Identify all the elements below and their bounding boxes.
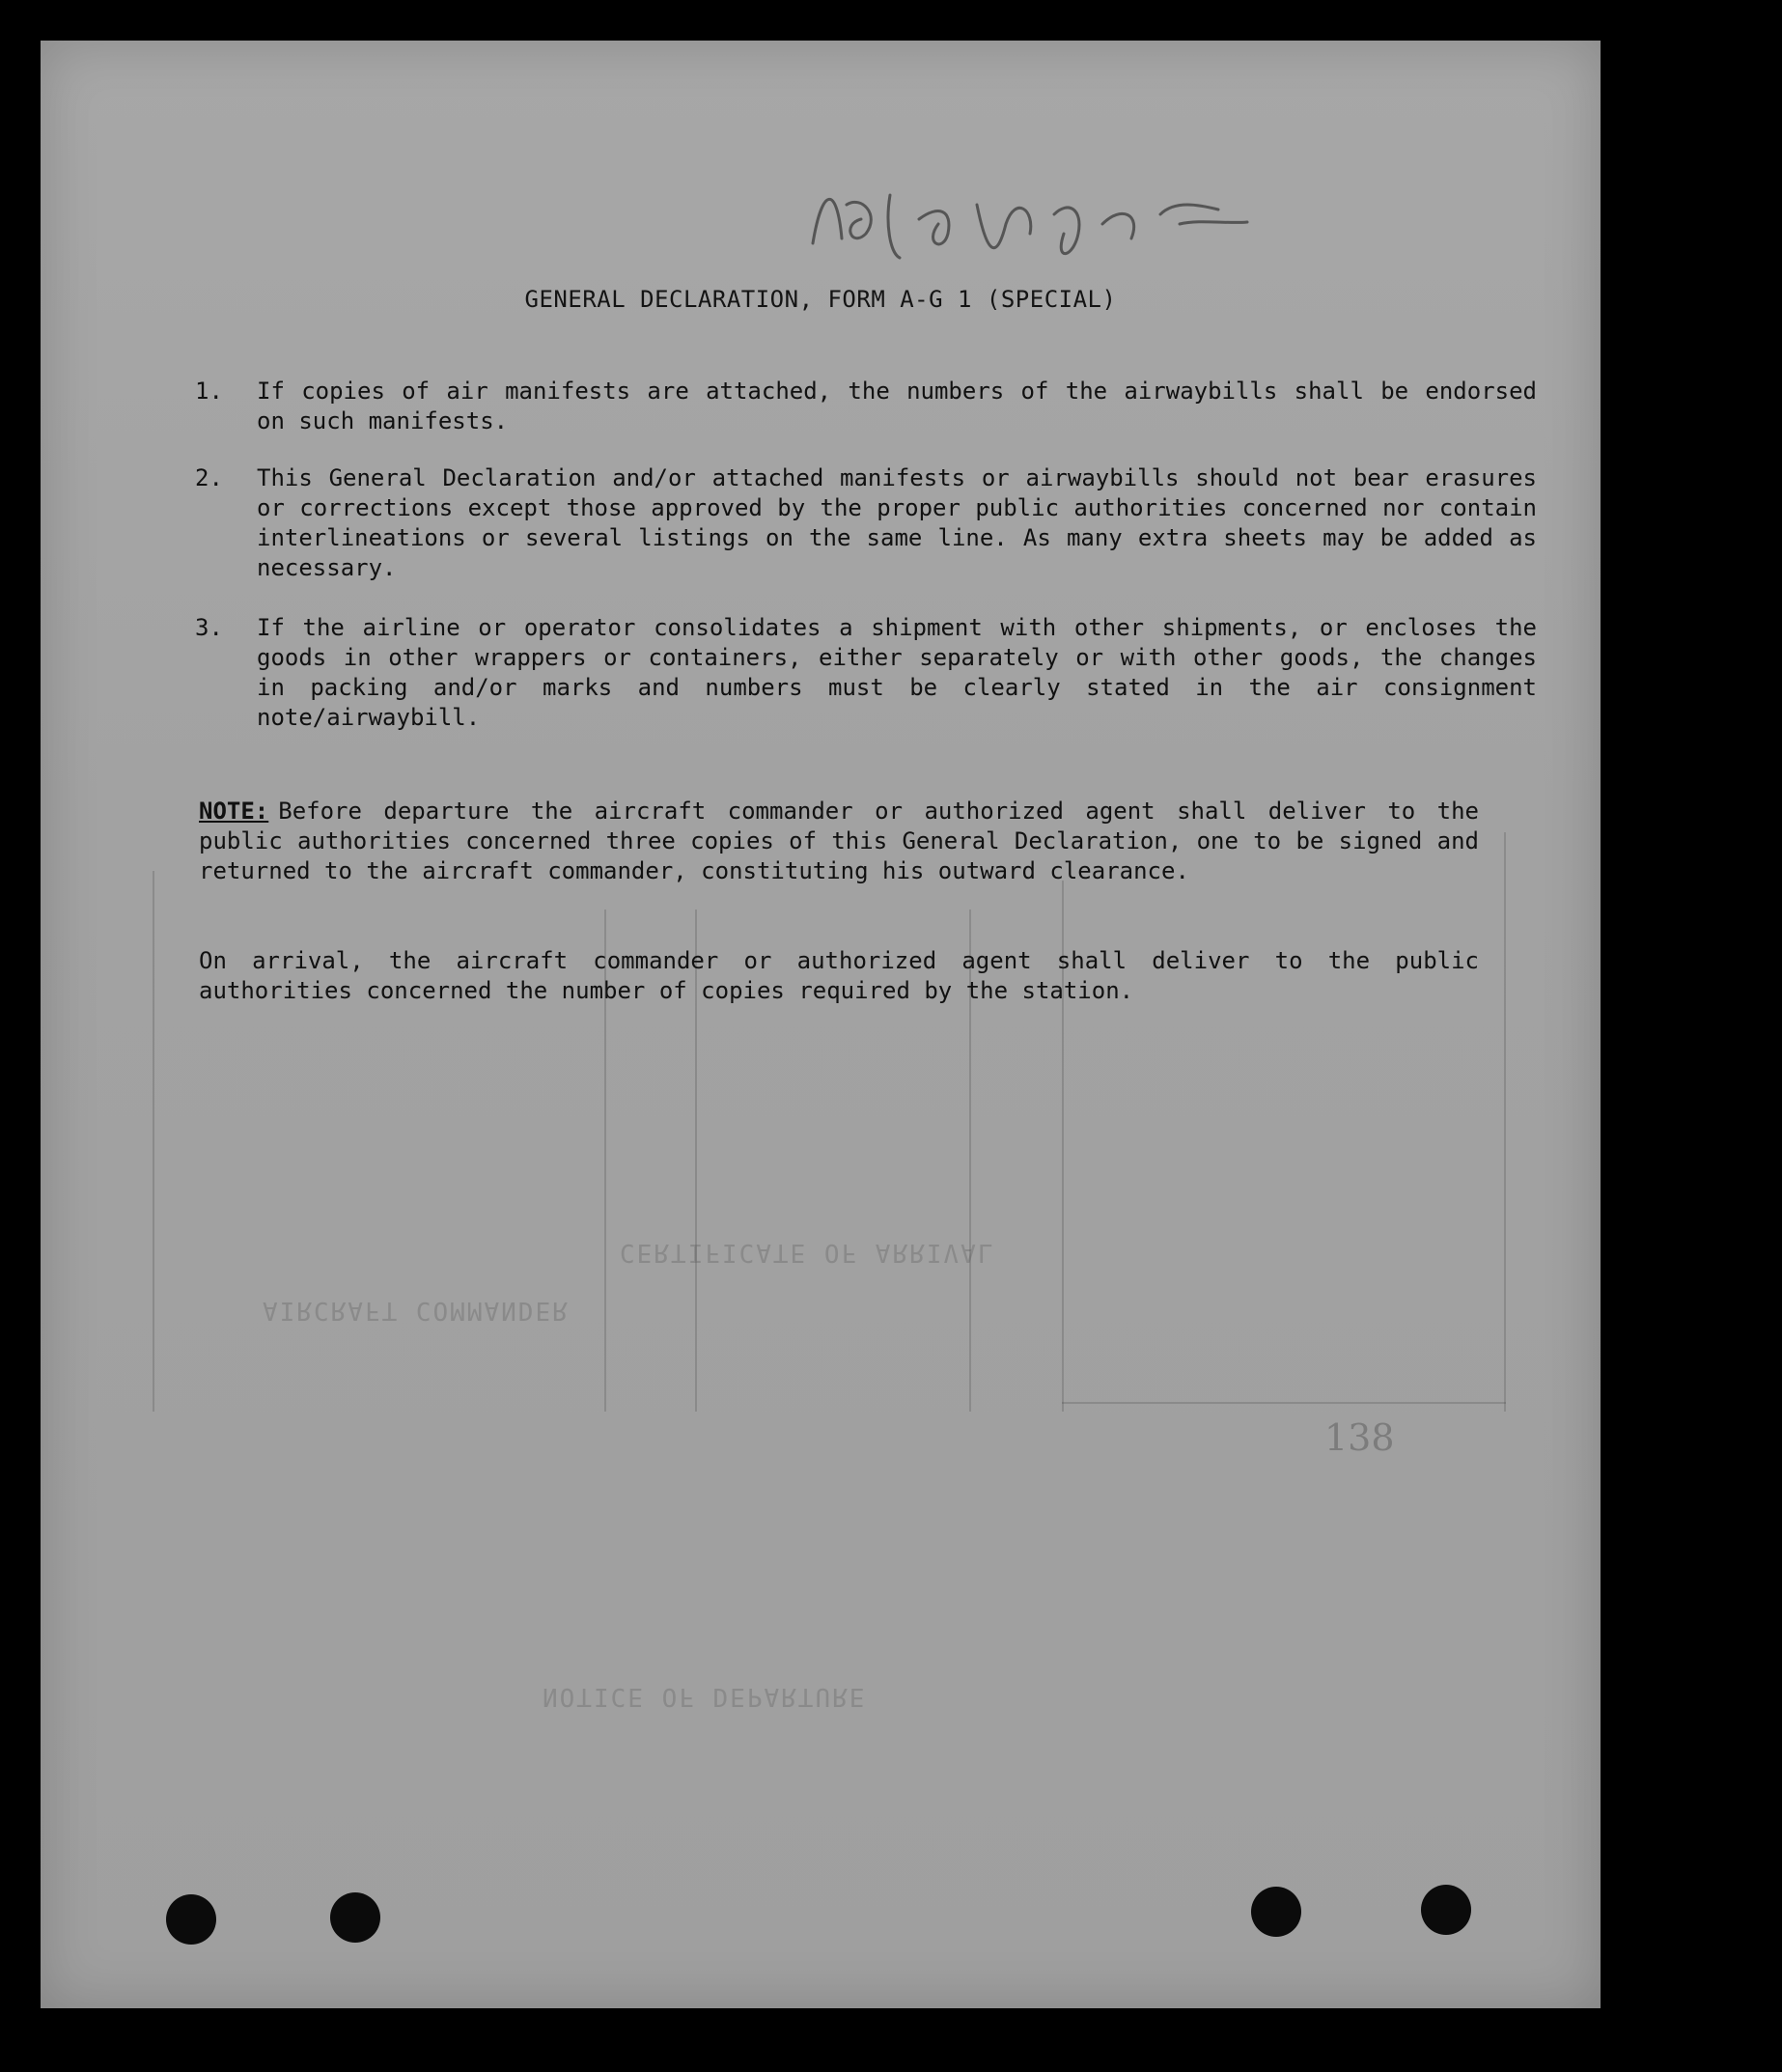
item-number: 3. [195, 614, 223, 641]
bleed-through-line: NOTICE OF DEPARTURE [543, 1682, 867, 1711]
bleed-through-rule [153, 871, 154, 1412]
arrival-paragraph [199, 946, 1479, 1006]
handwritten-annotation [794, 166, 1257, 282]
punch-hole [1251, 1887, 1301, 1937]
bleed-through-page-number: 138 [1324, 1416, 1395, 1459]
item-number: 1. [195, 378, 223, 405]
punch-hole [330, 1892, 380, 1943]
item-text: If copies of air manifests are attached, the numbers of the airwaybills shall be endorsed on such manifests. [257, 378, 1537, 434]
bleed-through-rule [1504, 832, 1506, 1412]
torn-edge [813, 2010, 987, 2058]
note-paragraph [199, 797, 1479, 886]
bleed-through-line: AIRCRAFT COMMANDER [263, 1296, 570, 1325]
bleed-through-rule [1062, 1402, 1506, 1404]
note-label: NOTE: [199, 798, 269, 825]
punch-hole [166, 1894, 216, 1945]
note-text: Before departure the aircraft commander or authorized agent shall deliver to the public authorities concerned three copies of this General Declaration, one to be signed and returned to the aircraft commander, constituting his outward clearance. [199, 798, 1479, 884]
item-text: If the airline or operator consolidates a shipment with other shipments, or encloses the goods in other wrappers or containers, either separately or with other goods, the changes in packing and/or marks and numbers must be clearly stated in the air consignment note/airwaybill. [257, 614, 1537, 731]
item-text: This General Declaration and/or attached manifests or airwaybills should not bear erasures or corrections except those approved by the proper public authorities concerned nor contain interlineations or several listings on the same line. As many extra sheets may be added as necessary. [257, 464, 1537, 581]
instruction-item-2 [195, 463, 1537, 583]
bleed-through-heading: CERTIFICATE OF ARRIVAL [620, 1238, 995, 1267]
punch-hole [1421, 1885, 1471, 1935]
instruction-item-3 [195, 613, 1537, 733]
item-number: 2. [195, 464, 223, 491]
document-page [41, 41, 1601, 2008]
instruction-item-1 [195, 377, 1537, 436]
document-title: GENERAL DECLARATION, FORM A-G 1 (SPECIAL) [524, 286, 1117, 313]
arrival-text: On arrival, the aircraft commander or authorized agent shall deliver to the public authorities concerned the number of copies required by the station. [199, 947, 1479, 1004]
